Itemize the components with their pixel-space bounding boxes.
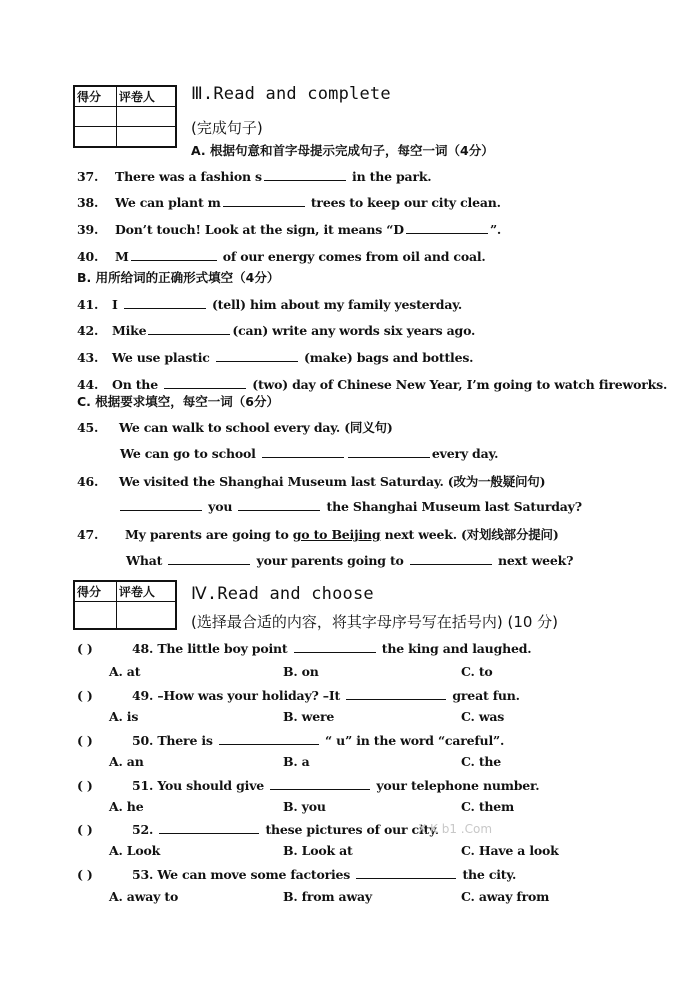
option-53-a[interactable]: A. away to (109, 889, 179, 904)
answer-blank[interactable] (216, 349, 298, 362)
option-49-b[interactable]: B. were (283, 709, 335, 724)
question-37: 37. There was a fashion s in the park. (77, 169, 432, 184)
option-52-c[interactable]: C. Have a look (461, 843, 559, 858)
underlined-phrase: go to Beijing (292, 527, 381, 542)
question-44: 44. On the (two) day of Chinese New Year, I’m going to watch fireworks. (77, 377, 668, 392)
question-51: ( ) 51. You should give your telephone number. (77, 778, 540, 793)
grader-label: 评卷人 (116, 581, 176, 602)
answer-blank[interactable] (148, 322, 230, 335)
score-cell[interactable] (74, 127, 116, 148)
watermark: X K b1 .Com (418, 822, 493, 836)
grader-cell[interactable] (116, 107, 176, 127)
option-53-c[interactable]: C. away from (461, 889, 550, 904)
question-49: ( ) 49. –How was your holiday? –It great fun. (77, 688, 520, 703)
question-38: 38. We can plant m trees to keep our city clean. (77, 195, 501, 210)
question-47: 47. My parents are going to go to Beijing next week. (对划线部分提问) (77, 527, 559, 542)
score-box-section4 (73, 580, 177, 630)
answer-blank[interactable] (124, 296, 206, 309)
section4-subheading: (选择最合适的内容，将其字母序号写在括号内) (10 分) (191, 613, 559, 631)
answer-paren[interactable]: ( ) (77, 867, 93, 882)
question-41: 41. I (tell) him about my family yesterday. (77, 297, 463, 312)
answer-blank[interactable] (223, 194, 305, 207)
answer-blank[interactable] (262, 445, 344, 458)
answer-blank[interactable] (159, 821, 259, 834)
partB-instruction: B. 用所给词的正确形式填空（4分） (77, 270, 280, 285)
section3-heading: Ⅲ.Read and complete (191, 84, 391, 104)
option-51-c[interactable]: C. them (461, 799, 515, 814)
partC-instruction: C. 根据要求填空，每空一词（6分） (77, 394, 279, 409)
score-label: 得分 (74, 581, 116, 602)
option-48-c[interactable]: C. to (461, 664, 493, 679)
question-45-answer: We can go to school every day. (120, 446, 499, 461)
option-48-a[interactable]: A. at (109, 664, 141, 679)
grader-cell[interactable] (116, 602, 176, 630)
score-box-section3 (73, 85, 177, 148)
question-43: 43. We use plastic (make) bags and bottles. (77, 350, 474, 365)
answer-blank[interactable] (120, 498, 202, 511)
answer-blank[interactable] (410, 552, 492, 565)
question-40: 40. M of our energy comes from oil and coal. (77, 249, 486, 264)
answer-paren[interactable]: ( ) (77, 641, 93, 656)
section4-heading: Ⅳ.Read and choose (191, 584, 374, 604)
option-48-b[interactable]: B. on (283, 664, 319, 679)
answer-blank[interactable] (164, 376, 246, 389)
answer-blank[interactable] (131, 248, 217, 261)
score-label: 得分 (74, 86, 116, 107)
option-49-a[interactable]: A. is (109, 709, 139, 724)
question-46: 46. We visited the Shanghai Museum last Saturday. (改为一般疑问句) (77, 474, 546, 489)
partA-instruction: A. 根据句意和首字母提示完成句子，每空一词（4分） (191, 143, 494, 158)
answer-blank[interactable] (406, 221, 488, 234)
answer-blank[interactable] (356, 866, 456, 879)
question-47-answer: What your parents going to next week? (126, 553, 574, 568)
grader-label: 评卷人 (116, 86, 176, 107)
option-52-b[interactable]: B. Look at (283, 843, 353, 858)
question-45: 45. We can walk to school every day. (同义句) (77, 420, 393, 435)
answer-blank[interactable] (264, 168, 346, 181)
option-50-a[interactable]: A. an (109, 754, 144, 769)
question-39: 39. Don’t touch! Look at the sign, it means “D ”. (77, 222, 502, 237)
answer-blank[interactable] (348, 445, 430, 458)
option-50-c[interactable]: C. the (461, 754, 502, 769)
score-cell[interactable] (74, 107, 116, 127)
question-53: ( ) 53. We can move some factories the city. (77, 867, 517, 882)
answer-blank[interactable] (270, 777, 370, 790)
answer-paren[interactable]: ( ) (77, 822, 93, 837)
option-51-b[interactable]: B. you (283, 799, 326, 814)
answer-paren[interactable]: ( ) (77, 778, 93, 793)
answer-blank[interactable] (168, 552, 250, 565)
option-49-c[interactable]: C. was (461, 709, 505, 724)
answer-paren[interactable]: ( ) (77, 688, 93, 703)
answer-blank[interactable] (219, 732, 319, 745)
section3-subheading: (完成句子) (191, 119, 263, 137)
option-53-b[interactable]: B. from away (283, 889, 372, 904)
score-cell[interactable] (74, 602, 116, 630)
answer-blank[interactable] (238, 498, 320, 511)
answer-blank[interactable] (294, 640, 376, 653)
grader-cell[interactable] (116, 127, 176, 148)
option-51-a[interactable]: A. he (109, 799, 144, 814)
answer-paren[interactable]: ( ) (77, 733, 93, 748)
option-52-a[interactable]: A. Look (109, 843, 161, 858)
option-50-b[interactable]: B. a (283, 754, 310, 769)
question-50: ( ) 50. There is “ u” in the word “careful”. (77, 733, 505, 748)
question-52: ( ) 52. these pictures of our city. (77, 822, 439, 837)
question-46-answer: you the Shanghai Museum last Saturday? (118, 498, 582, 514)
question-48: ( ) 48. The little boy point the king and laughed. (77, 641, 532, 656)
question-42: 42. Mike (can) write any words six years ago. (77, 323, 476, 338)
answer-blank[interactable] (346, 687, 446, 700)
